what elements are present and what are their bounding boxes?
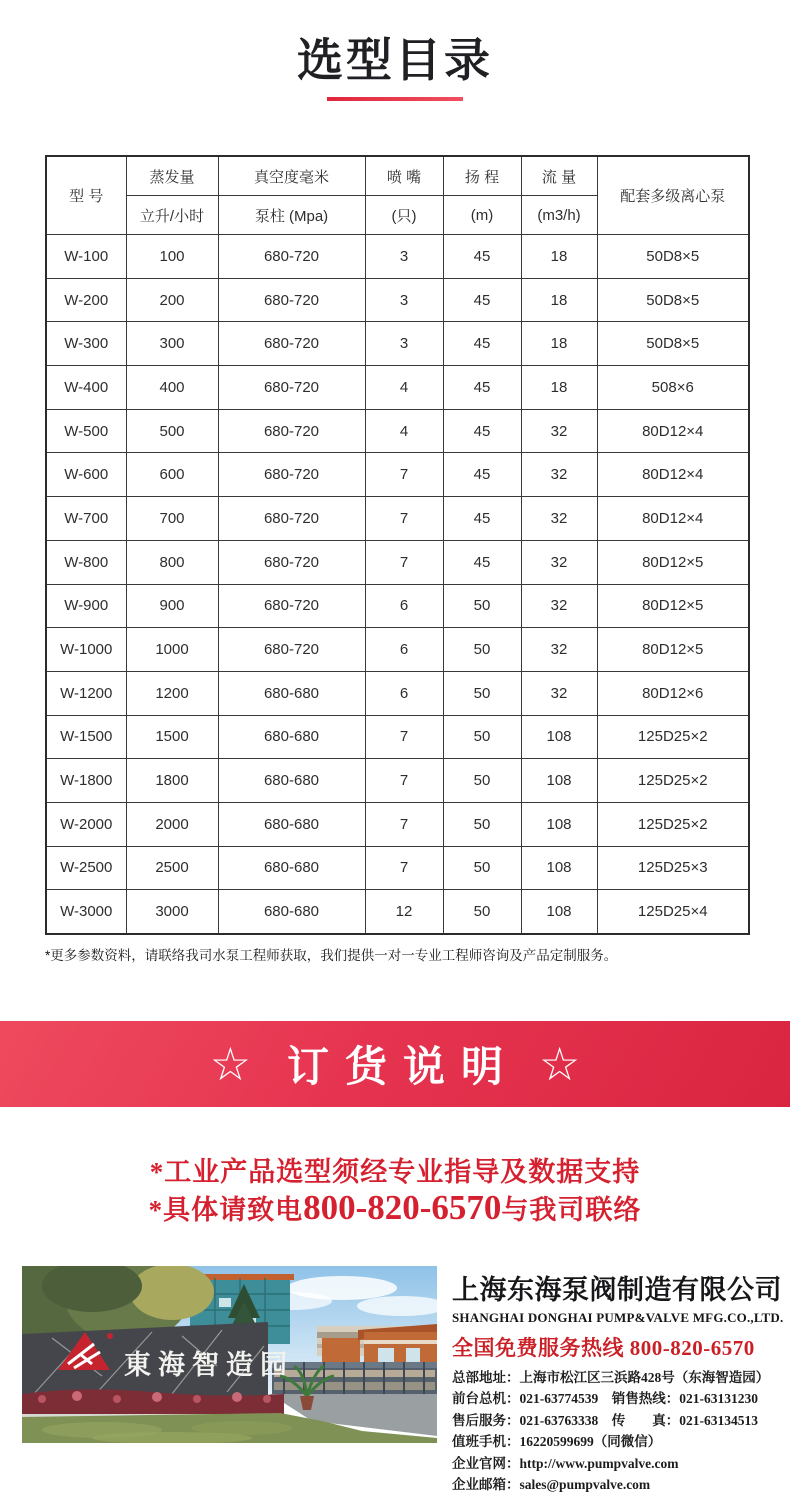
company-contact-line: 总部地址：上海市松江区三浜路428号（东海智造园） (452, 1370, 770, 1385)
table-cell: 45 (443, 278, 521, 322)
col-header-vacuum: 真空度毫米 (218, 156, 365, 196)
table-cell: 50D8×5 (597, 235, 749, 279)
table-cell: 50 (443, 802, 521, 846)
table-cell: 3 (365, 235, 443, 279)
hotline-number: 800-820-6570 (629, 1336, 755, 1360)
company-contact-line: 前台总机：021-63774539 销售热线：021-63131230 (452, 1391, 758, 1407)
table-row (46, 540, 749, 584)
table-cell: 3000 (126, 890, 218, 934)
banner-label: 订货说明 (286, 1043, 519, 1090)
company-contact-line: 企业官网：http://www.pumpvalve.com (452, 1455, 679, 1471)
table-cell: 108 (521, 802, 597, 846)
table-cell: 1200 (126, 671, 218, 715)
table-cell: 7 (365, 497, 443, 541)
table-cell: 7 (365, 715, 443, 759)
table-cell: 50 (443, 890, 521, 934)
table-cell: 50D8×5 (597, 322, 749, 366)
table-cell: W-200 (46, 278, 126, 322)
table-cell: 50 (443, 759, 521, 803)
table-cell: 2500 (126, 846, 218, 890)
table-cell: 500 (126, 409, 218, 453)
table-cell: 45 (443, 235, 521, 279)
company-contact-line: 值班手机：16220599699（同微信） (452, 1434, 662, 1450)
table-cell: 300 (126, 322, 218, 366)
table-cell: 7 (365, 802, 443, 846)
table-cell: 108 (521, 846, 597, 890)
table-cell: W-1500 (46, 715, 126, 759)
company-name-english: SHANGHAI DONGHAI PUMP&VALVE MFG.CO.,LTD. (452, 1310, 784, 1325)
table-cell: 125D25×2 (597, 759, 749, 803)
table-cell: 18 (521, 278, 597, 322)
table-row (46, 453, 749, 497)
notice-line-2-prefix: *具体请致电 (148, 1195, 304, 1225)
table-cell: 50 (443, 584, 521, 628)
table-row (46, 235, 749, 279)
table-row (46, 409, 749, 453)
factory-photo-scene (22, 1266, 437, 1443)
table-cell: 2000 (126, 802, 218, 846)
table-cell: 32 (521, 584, 597, 628)
company-contact-line: 企业邮箱：sales@pumpvalve.com (452, 1477, 651, 1493)
table-cell: 125D25×3 (597, 846, 749, 890)
table-cell: 50D8×5 (597, 278, 749, 322)
table-cell: 108 (521, 759, 597, 803)
table-cell: 680-680 (218, 671, 365, 715)
table-cell: 45 (443, 322, 521, 366)
table-footnote: *更多参数资料，请联络我司水泵工程师获取，我们提供一对一专业工程师咨询及产品定制服务。 (45, 948, 618, 963)
table-cell: 680-680 (218, 759, 365, 803)
table-cell: 680-720 (218, 540, 365, 584)
table-cell: 80D12×4 (597, 497, 749, 541)
company-contact-line: 售后服务：021-63763338 传 真：021-63134513 (452, 1412, 758, 1428)
col-header-model: 型 号 (46, 156, 126, 235)
notice-line-2-suffix: 与我司联络 (501, 1195, 642, 1225)
table-row (46, 846, 749, 890)
table-cell: 900 (126, 584, 218, 628)
table-cell: W-400 (46, 366, 126, 410)
table-row (46, 802, 749, 846)
table-cell: 45 (443, 366, 521, 410)
table-cell: 6 (365, 628, 443, 672)
star-icon: ☆ (209, 1038, 251, 1090)
table-cell: 1000 (126, 628, 218, 672)
notice-line-2 (0, 1188, 790, 1228)
table-cell: W-300 (46, 322, 126, 366)
table-header-row-top (46, 156, 749, 196)
col-header-evaporation: 蒸发量 (126, 156, 218, 196)
table-cell: 680-680 (218, 890, 365, 934)
table-cell: 125D25×4 (597, 890, 749, 934)
table-cell: 18 (521, 322, 597, 366)
table-cell: 680-720 (218, 409, 365, 453)
table-body (46, 235, 749, 935)
table-cell: 800 (126, 540, 218, 584)
table-cell: 80D12×5 (597, 584, 749, 628)
table-cell: W-800 (46, 540, 126, 584)
table-cell: 1800 (126, 759, 218, 803)
title-underline (327, 97, 463, 101)
table-row (46, 322, 749, 366)
table-cell: 125D25×2 (597, 802, 749, 846)
hotline-label: 全国免费服务热线 (452, 1336, 624, 1360)
table-cell: 1500 (126, 715, 218, 759)
table-cell: 680-720 (218, 366, 365, 410)
table-cell: 80D12×4 (597, 453, 749, 497)
table-cell: 45 (443, 453, 521, 497)
table-cell: 508×6 (597, 366, 749, 410)
table-row (46, 278, 749, 322)
notice-phone-number: 800-820-6570 (303, 1188, 502, 1227)
table-cell: 50 (443, 671, 521, 715)
col-subheader-flow: (m3/h) (521, 196, 597, 235)
table-cell: 6 (365, 671, 443, 715)
table-cell: W-500 (46, 409, 126, 453)
table-cell: W-2500 (46, 846, 126, 890)
col-header-head: 扬 程 (443, 156, 521, 196)
col-header-flow: 流 量 (521, 156, 597, 196)
table-cell: 680-680 (218, 802, 365, 846)
table-cell: 4 (365, 366, 443, 410)
table-cell: 32 (521, 628, 597, 672)
table-row (46, 584, 749, 628)
table-cell: 7 (365, 453, 443, 497)
page-title: 选型目录 (297, 34, 493, 86)
table-cell: 200 (126, 278, 218, 322)
table-cell: 7 (365, 759, 443, 803)
table-row (46, 671, 749, 715)
table-cell: 680-680 (218, 846, 365, 890)
table-cell: 700 (126, 497, 218, 541)
table-row (46, 497, 749, 541)
table-cell: 680-720 (218, 628, 365, 672)
table-cell: 680-720 (218, 453, 365, 497)
table-cell: 108 (521, 715, 597, 759)
table-cell: 6 (365, 584, 443, 628)
table-cell: 45 (443, 540, 521, 584)
company-info (452, 1268, 788, 1495)
col-subheader-head: (m) (443, 196, 521, 235)
col-header-pump: 配套多级离心泵 (597, 156, 749, 235)
table-cell: 50 (443, 715, 521, 759)
table-row (46, 366, 749, 410)
table-cell: 4 (365, 409, 443, 453)
order-instructions-banner (0, 1021, 790, 1107)
table-cell: 50 (443, 628, 521, 672)
col-subheader-nozzle: (只) (365, 196, 443, 235)
table-cell: 32 (521, 540, 597, 584)
table-cell: 680-720 (218, 497, 365, 541)
service-hotline (452, 1332, 788, 1362)
table-cell: 680-720 (218, 235, 365, 279)
table-cell: 680-720 (218, 584, 365, 628)
table-cell: W-1200 (46, 671, 126, 715)
table-cell: W-900 (46, 584, 126, 628)
table-row (46, 715, 749, 759)
table-cell: 12 (365, 890, 443, 934)
table-cell: 45 (443, 497, 521, 541)
table-cell: 45 (443, 409, 521, 453)
table-cell: 100 (126, 235, 218, 279)
table-cell: 80D12×4 (597, 409, 749, 453)
table-cell: 3 (365, 322, 443, 366)
table-cell: 32 (521, 409, 597, 453)
table-cell: 32 (521, 497, 597, 541)
table-cell: 680-680 (218, 715, 365, 759)
table-cell: 80D12×6 (597, 671, 749, 715)
col-subheader-vacuum: 泵柱 (Mpa) (218, 196, 365, 235)
table-cell: 80D12×5 (597, 628, 749, 672)
table-cell: 18 (521, 366, 597, 410)
table-cell: W-100 (46, 235, 126, 279)
table-row (46, 628, 749, 672)
table-cell: 32 (521, 671, 597, 715)
table-cell: W-3000 (46, 890, 126, 934)
sign-text: 東海智造园 (124, 1350, 294, 1380)
table-row (46, 890, 749, 934)
table-cell: 32 (521, 453, 597, 497)
factory-entrance-photo (22, 1266, 437, 1443)
company-name: 上海东海泵阀制造有限公司 (452, 1275, 782, 1305)
selection-table (45, 155, 750, 935)
table-cell: 7 (365, 540, 443, 584)
table-cell: W-2000 (46, 802, 126, 846)
table-cell: 125D25×2 (597, 715, 749, 759)
star-icon: ☆ (539, 1038, 581, 1090)
table-row (46, 759, 749, 803)
table-cell: 3 (365, 278, 443, 322)
table-cell: W-1800 (46, 759, 126, 803)
table-cell: 400 (126, 366, 218, 410)
table-cell: 108 (521, 890, 597, 934)
col-subheader-evaporation: 立升/小时 (126, 196, 218, 235)
table-cell: 80D12×5 (597, 540, 749, 584)
table-cell: W-600 (46, 453, 126, 497)
table-cell: 680-720 (218, 278, 365, 322)
table-cell: W-700 (46, 497, 126, 541)
table-cell: 600 (126, 453, 218, 497)
table-cell: 680-720 (218, 322, 365, 366)
col-header-nozzle: 喷 嘴 (365, 156, 443, 196)
table-cell: 50 (443, 846, 521, 890)
company-contact-lines (452, 1367, 788, 1495)
table-cell: 7 (365, 846, 443, 890)
notice-line-1: *工业产品选型须经专业指导及数据支持 (149, 1157, 641, 1187)
table-cell: W-1000 (46, 628, 126, 672)
table-cell: 18 (521, 235, 597, 279)
